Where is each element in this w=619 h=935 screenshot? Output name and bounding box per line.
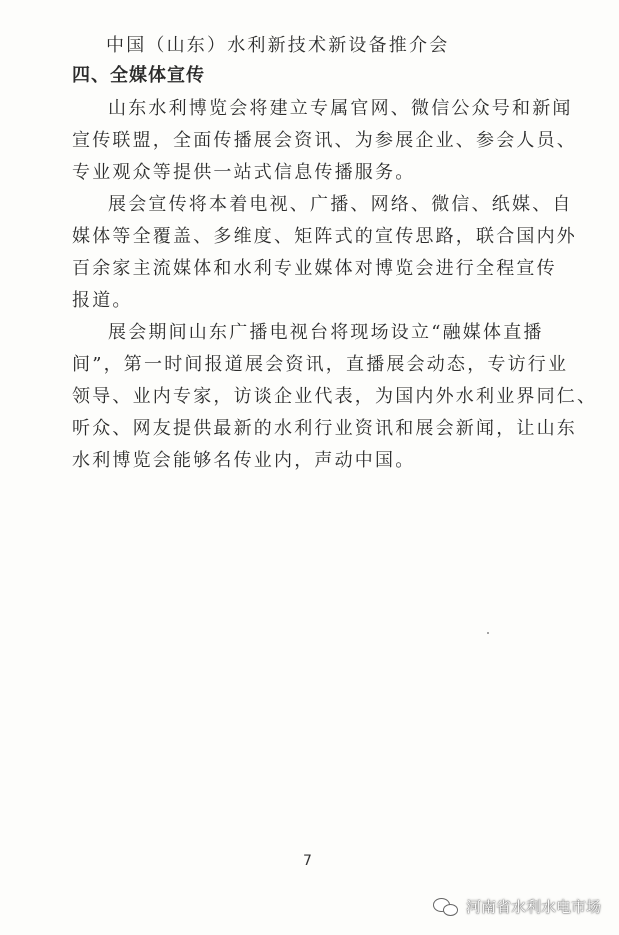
paragraph-2-line-3: 百余家主流媒体和水利专业媒体对博览会进行全程宣传 <box>72 258 557 279</box>
scan-speck <box>487 632 489 634</box>
paragraph-3-line-4: 听众、网友提供最新的水利行业资讯和展会新闻，让山东 <box>72 418 577 439</box>
wechat-icon <box>434 897 460 917</box>
watermark-text: 河南省水利水电市场 <box>465 898 601 916</box>
watermark <box>434 896 601 917</box>
page-number: 7 <box>303 853 312 869</box>
paragraph-2-line-1: 展会宣传将本着电视、广播、网络、微信、纸媒、自 <box>108 194 573 215</box>
paragraph-3-line-1: 展会期间山东广播电视台将现场设立“融媒体直播 <box>108 322 544 343</box>
intro-line: 中国（山东）水利新技术新设备推介会 <box>106 35 450 56</box>
section-heading: 四、全媒体宣传 <box>72 65 205 86</box>
paragraph-1-line-1: 山东水利博览会将建立专属官网、微信公众号和新闻 <box>108 98 573 119</box>
paragraph-3-line-2: 间”，第一时间报道展会资讯，直播展会动态，专访行业 <box>72 354 569 375</box>
paragraph-1-line-2: 宣传联盟，全面传播展会资讯、为参展企业、参会人员、 <box>72 130 577 151</box>
paragraph-3-line-3: 领导、业内专家，访谈企业代表，为国内外水利业界同仁、 <box>72 386 598 407</box>
paragraph-2-line-4: 报道。 <box>72 290 133 311</box>
paragraph-2-line-2: 媒体等全覆盖、多维度、矩阵式的宣传思路，联合国内外 <box>72 226 577 247</box>
paragraph-1-line-3: 专业观众等提供一站式信息传播服务。 <box>72 162 416 183</box>
paragraph-3-line-5: 水利博览会能够名传业内，声动中国。 <box>72 450 416 471</box>
